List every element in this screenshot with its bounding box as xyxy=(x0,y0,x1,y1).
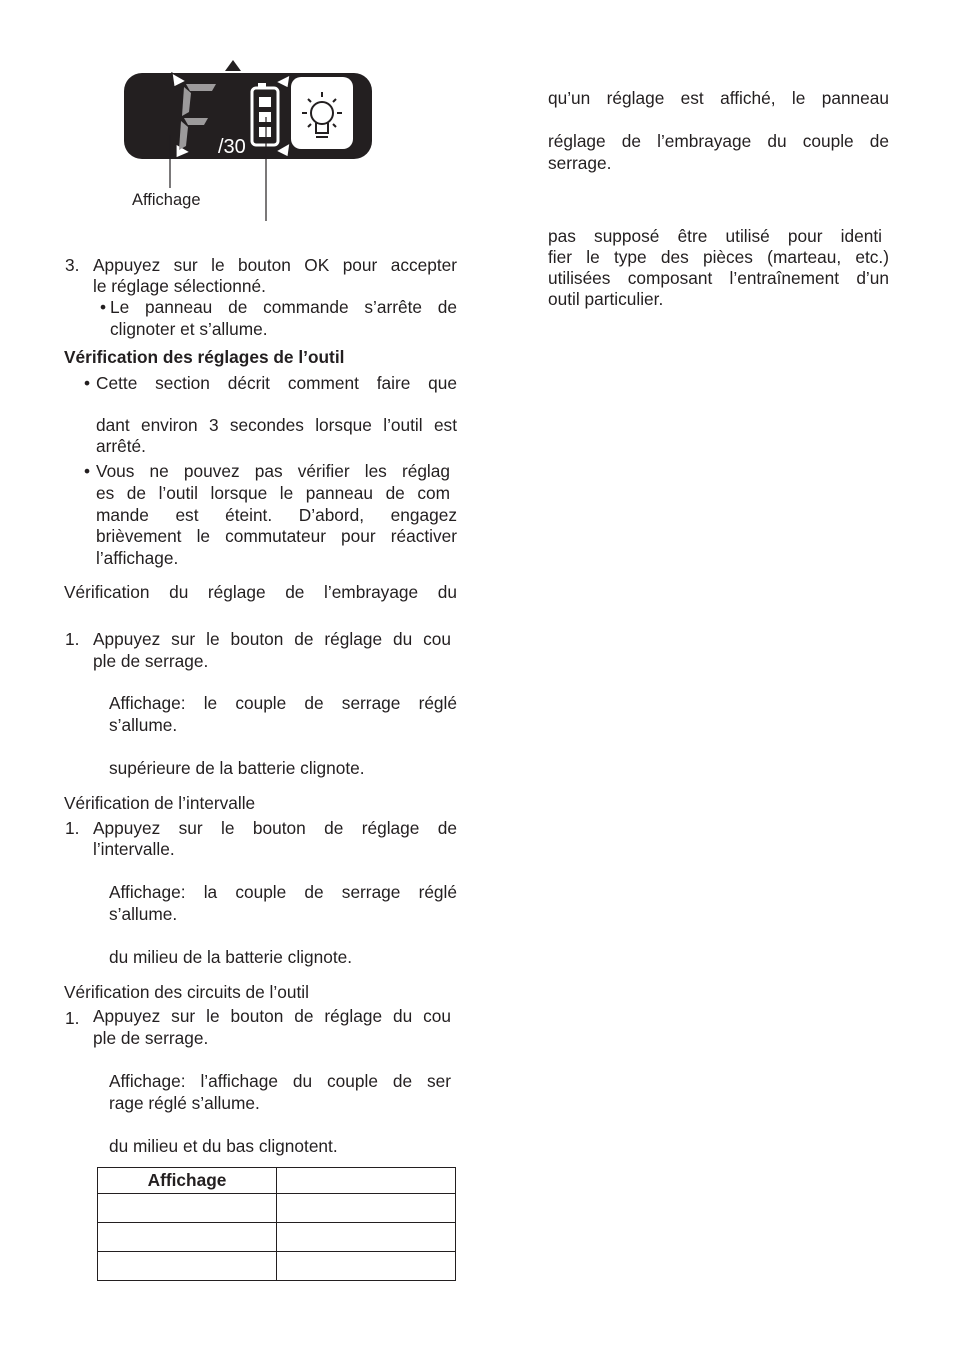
bullet-b-marker: • xyxy=(84,461,91,481)
interval-display-line1: Affichage: la couple de serrage réglé xyxy=(109,882,457,902)
clutch-step-line2: ple de serrage. xyxy=(93,651,209,671)
table-header-second xyxy=(277,1168,456,1194)
circuits-display-line1: Affichage: l’affichage du couple de ser xyxy=(109,1071,451,1091)
clutch-note: supérieure de la batterie clignote. xyxy=(109,758,365,778)
right-p1-line1: qu’un réglage est affiché, le panneau xyxy=(548,88,889,108)
interval-step-number: 1. xyxy=(65,818,80,838)
right-p1-line2: réglage de l’embrayage du couple de xyxy=(548,131,889,151)
clutch-step-number: 1. xyxy=(65,629,80,649)
bullet-a-line3: arrêté. xyxy=(96,436,146,456)
step3-number: 3. xyxy=(65,255,80,275)
clutch-display-line1: Affichage: le couple de serrage réglé xyxy=(109,693,457,713)
step3-line1: Appuyez sur le bouton OK pour accepter xyxy=(93,255,457,275)
right-p2-line2: fier le type des pièces (marteau, etc.) xyxy=(548,247,889,267)
interval-display-line2: s’allume. xyxy=(109,904,178,924)
table-cell xyxy=(277,1252,456,1281)
table-row xyxy=(98,1252,456,1281)
table-cell xyxy=(277,1194,456,1223)
right-p2-line1: pas supposé être utilisé pour identi xyxy=(548,226,882,246)
clutch-step-line1: Appuyez sur le bouton de réglage du cou xyxy=(93,629,451,649)
table-row xyxy=(98,1194,456,1223)
bullet-b-line2: es de l’outil lorsque le panneau de com xyxy=(96,483,450,503)
circuits-title: Vérification des circuits de l’outil xyxy=(64,982,309,1002)
clutch-title: Vérification du réglage de l’embrayage du xyxy=(64,582,457,602)
step3-bullet: • xyxy=(100,297,107,317)
interval-step-line1: Appuyez sur le bouton de réglage de xyxy=(93,818,457,838)
clutch-display-line2: s’allume. xyxy=(109,715,178,735)
bullet-a-line2: dant environ 3 secondes lorsque l’outil est xyxy=(96,415,457,435)
bullet-a-line1: Cette section décrit comment faire que xyxy=(96,373,457,393)
step3-line2: le réglage sélectionné. xyxy=(93,276,266,296)
table-header-display: Affichage xyxy=(98,1168,277,1194)
bullet-a-marker: • xyxy=(84,373,91,393)
step3-sub2: clignoter et s’allume. xyxy=(110,319,268,339)
table-cell xyxy=(277,1223,456,1252)
interval-note: du milieu de la batterie clignote. xyxy=(109,947,353,967)
figure-caption: Affichage xyxy=(132,191,201,209)
table-row xyxy=(98,1223,456,1252)
circuits-display-line2: rage réglé s’allume. xyxy=(109,1093,260,1113)
fraction-readout: /30 xyxy=(218,136,246,158)
circuits-step-line1: Appuyez sur le bouton de réglage du cou xyxy=(93,1006,451,1026)
interval-step-line2: l’intervalle. xyxy=(93,839,175,859)
bullet-b-line5: l’affichage. xyxy=(96,548,179,568)
table-cell xyxy=(98,1194,277,1223)
bullet-b-line3: mande est éteint. D’abord, engagez xyxy=(96,505,457,525)
right-p2-line3: utilisées composant l’entraînement d’un xyxy=(548,268,889,288)
display-table xyxy=(97,1167,456,1281)
section-heading: Vérification des réglages de l’outil xyxy=(64,347,345,367)
table-cell xyxy=(98,1223,277,1252)
light-box xyxy=(291,77,353,149)
interval-title: Vérification de l’intervalle xyxy=(64,793,256,813)
table-cell xyxy=(98,1252,277,1281)
arrow-up-icon xyxy=(225,60,241,71)
circuits-step-number: 1. xyxy=(65,1008,80,1028)
bullet-b-line1: Vous ne pouvez pas vérifier les réglag xyxy=(96,461,450,481)
step3-sub1: Le panneau de commande s’arrête de xyxy=(110,297,457,317)
circuits-note: du milieu et du bas clignotent. xyxy=(109,1136,338,1156)
table-header-row xyxy=(98,1168,456,1194)
right-p1-line3: serrage. xyxy=(548,153,612,173)
bullet-b-line4: brièvement le commutateur pour réactiver xyxy=(96,526,457,546)
right-p2-line4: outil particulier. xyxy=(548,289,664,309)
circuits-step-line2: ple de serrage. xyxy=(93,1028,209,1048)
